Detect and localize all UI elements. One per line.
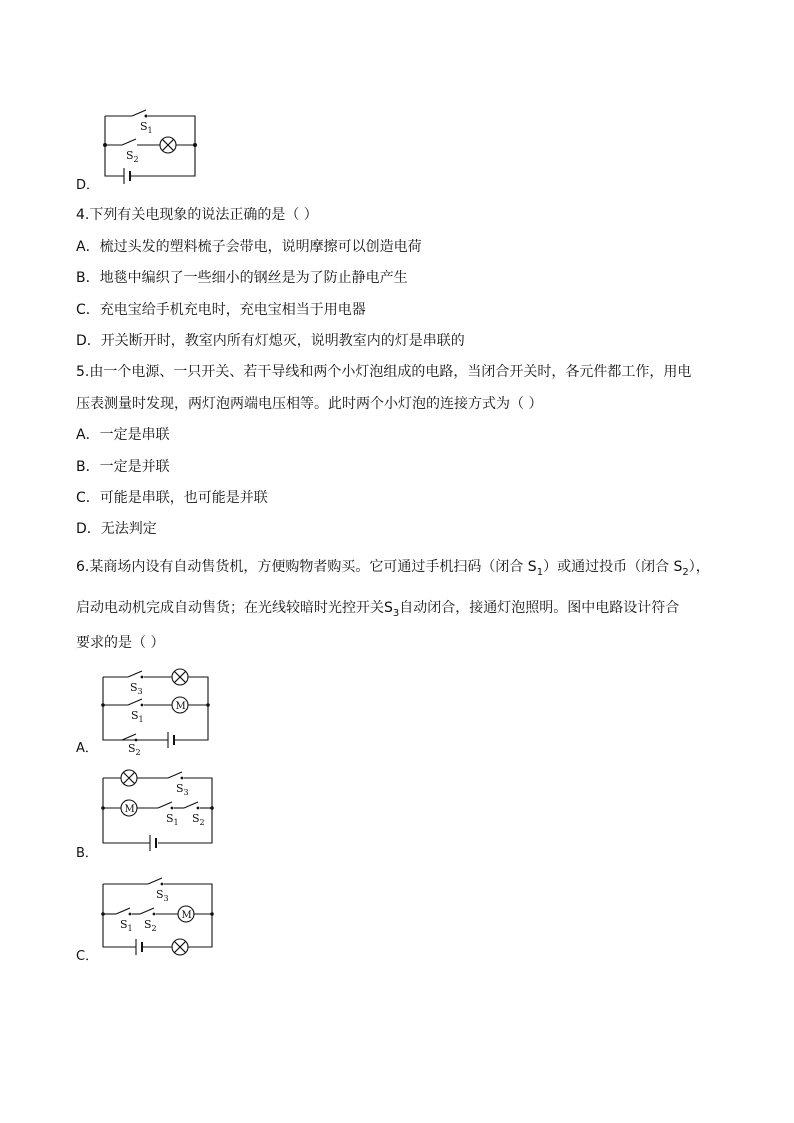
q4-option-a: A．梳过头发的塑料梳子会带电，说明摩擦可以创造电荷 (76, 239, 422, 255)
q4-stem: 4.下列有关电现象的说法正确的是（ ） (76, 207, 318, 223)
circuit-diagram-q6-a (100, 665, 215, 757)
switch-label-s2: $S_2$ (192, 812, 205, 827)
q5-option-a: A．一定是串联 (76, 427, 170, 443)
switch-label-s1: $S_1$ (131, 709, 144, 724)
q3-option-d-label: D． (76, 178, 100, 193)
motor-label: M (181, 910, 192, 921)
circuit-diagram-q3-d (100, 108, 200, 188)
switch-label-s2: $S_2$ (144, 918, 157, 933)
q6-option-c-label: C． (76, 949, 99, 964)
circuit-diagram-q6-c (100, 872, 220, 962)
motor-label: M (175, 701, 186, 712)
q4-option-b: B．地毯中编织了一些细小的钢丝是为了防止静电产生 (76, 270, 408, 286)
switch-label-s1: $S_1$ (166, 812, 179, 827)
q6-stem-line3: 要求的是（ ） (76, 635, 165, 651)
q4-option-d: D．开关断开时，教室内所有灯熄灭，说明教室内的灯是串联的 (76, 333, 465, 349)
motor-label: M (124, 804, 135, 815)
switch-label-s1: $S_1$ (140, 120, 153, 135)
q5-stem-line1: 5.由一个电源、一只开关、若干导线和两个小灯泡组成的电路，当闭合开关时，各元件都工作，用电 (76, 364, 692, 380)
switch-label-s3: $S_3$ (130, 681, 143, 696)
circuit-diagram-q6-b (100, 768, 220, 858)
switch-label-s1: $S_1$ (120, 918, 133, 933)
q5-option-d: D．无法判定 (76, 521, 157, 537)
q5-option-b: B．一定是并联 (76, 459, 170, 475)
q6-option-b-label: B． (76, 846, 98, 861)
q5-option-c: C．可能是串联，也可能是并联 (76, 490, 268, 506)
switch-label-s2: $S_2$ (128, 742, 141, 757)
q4-option-c: C．充电宝给手机充电时，充电宝相当于用电器 (76, 302, 366, 318)
switch-label-s2: $S_2$ (126, 149, 139, 164)
switch-label-s3: $S_3$ (156, 888, 169, 903)
q6-stem-line1: 6.某商场内设有自动售货机，方便购物者购买。它可通过手机扫码（闭合 $S_1$）或通过投币（闭合 $S_2$）， (76, 559, 710, 578)
q5-stem-line2: 压表测量时发现，两灯泡两端电压相等。此时两个小灯泡的连接方式为（ ） (76, 396, 543, 412)
q6-stem-line2: 启动电动机完成自动售货；在光线较暗时光控开关$S_3$自动闭合，接通灯泡照明。图中电路设计符合 (76, 600, 680, 619)
switch-label-s3: $S_3$ (176, 782, 189, 797)
q6-option-a-label: A． (76, 741, 98, 756)
